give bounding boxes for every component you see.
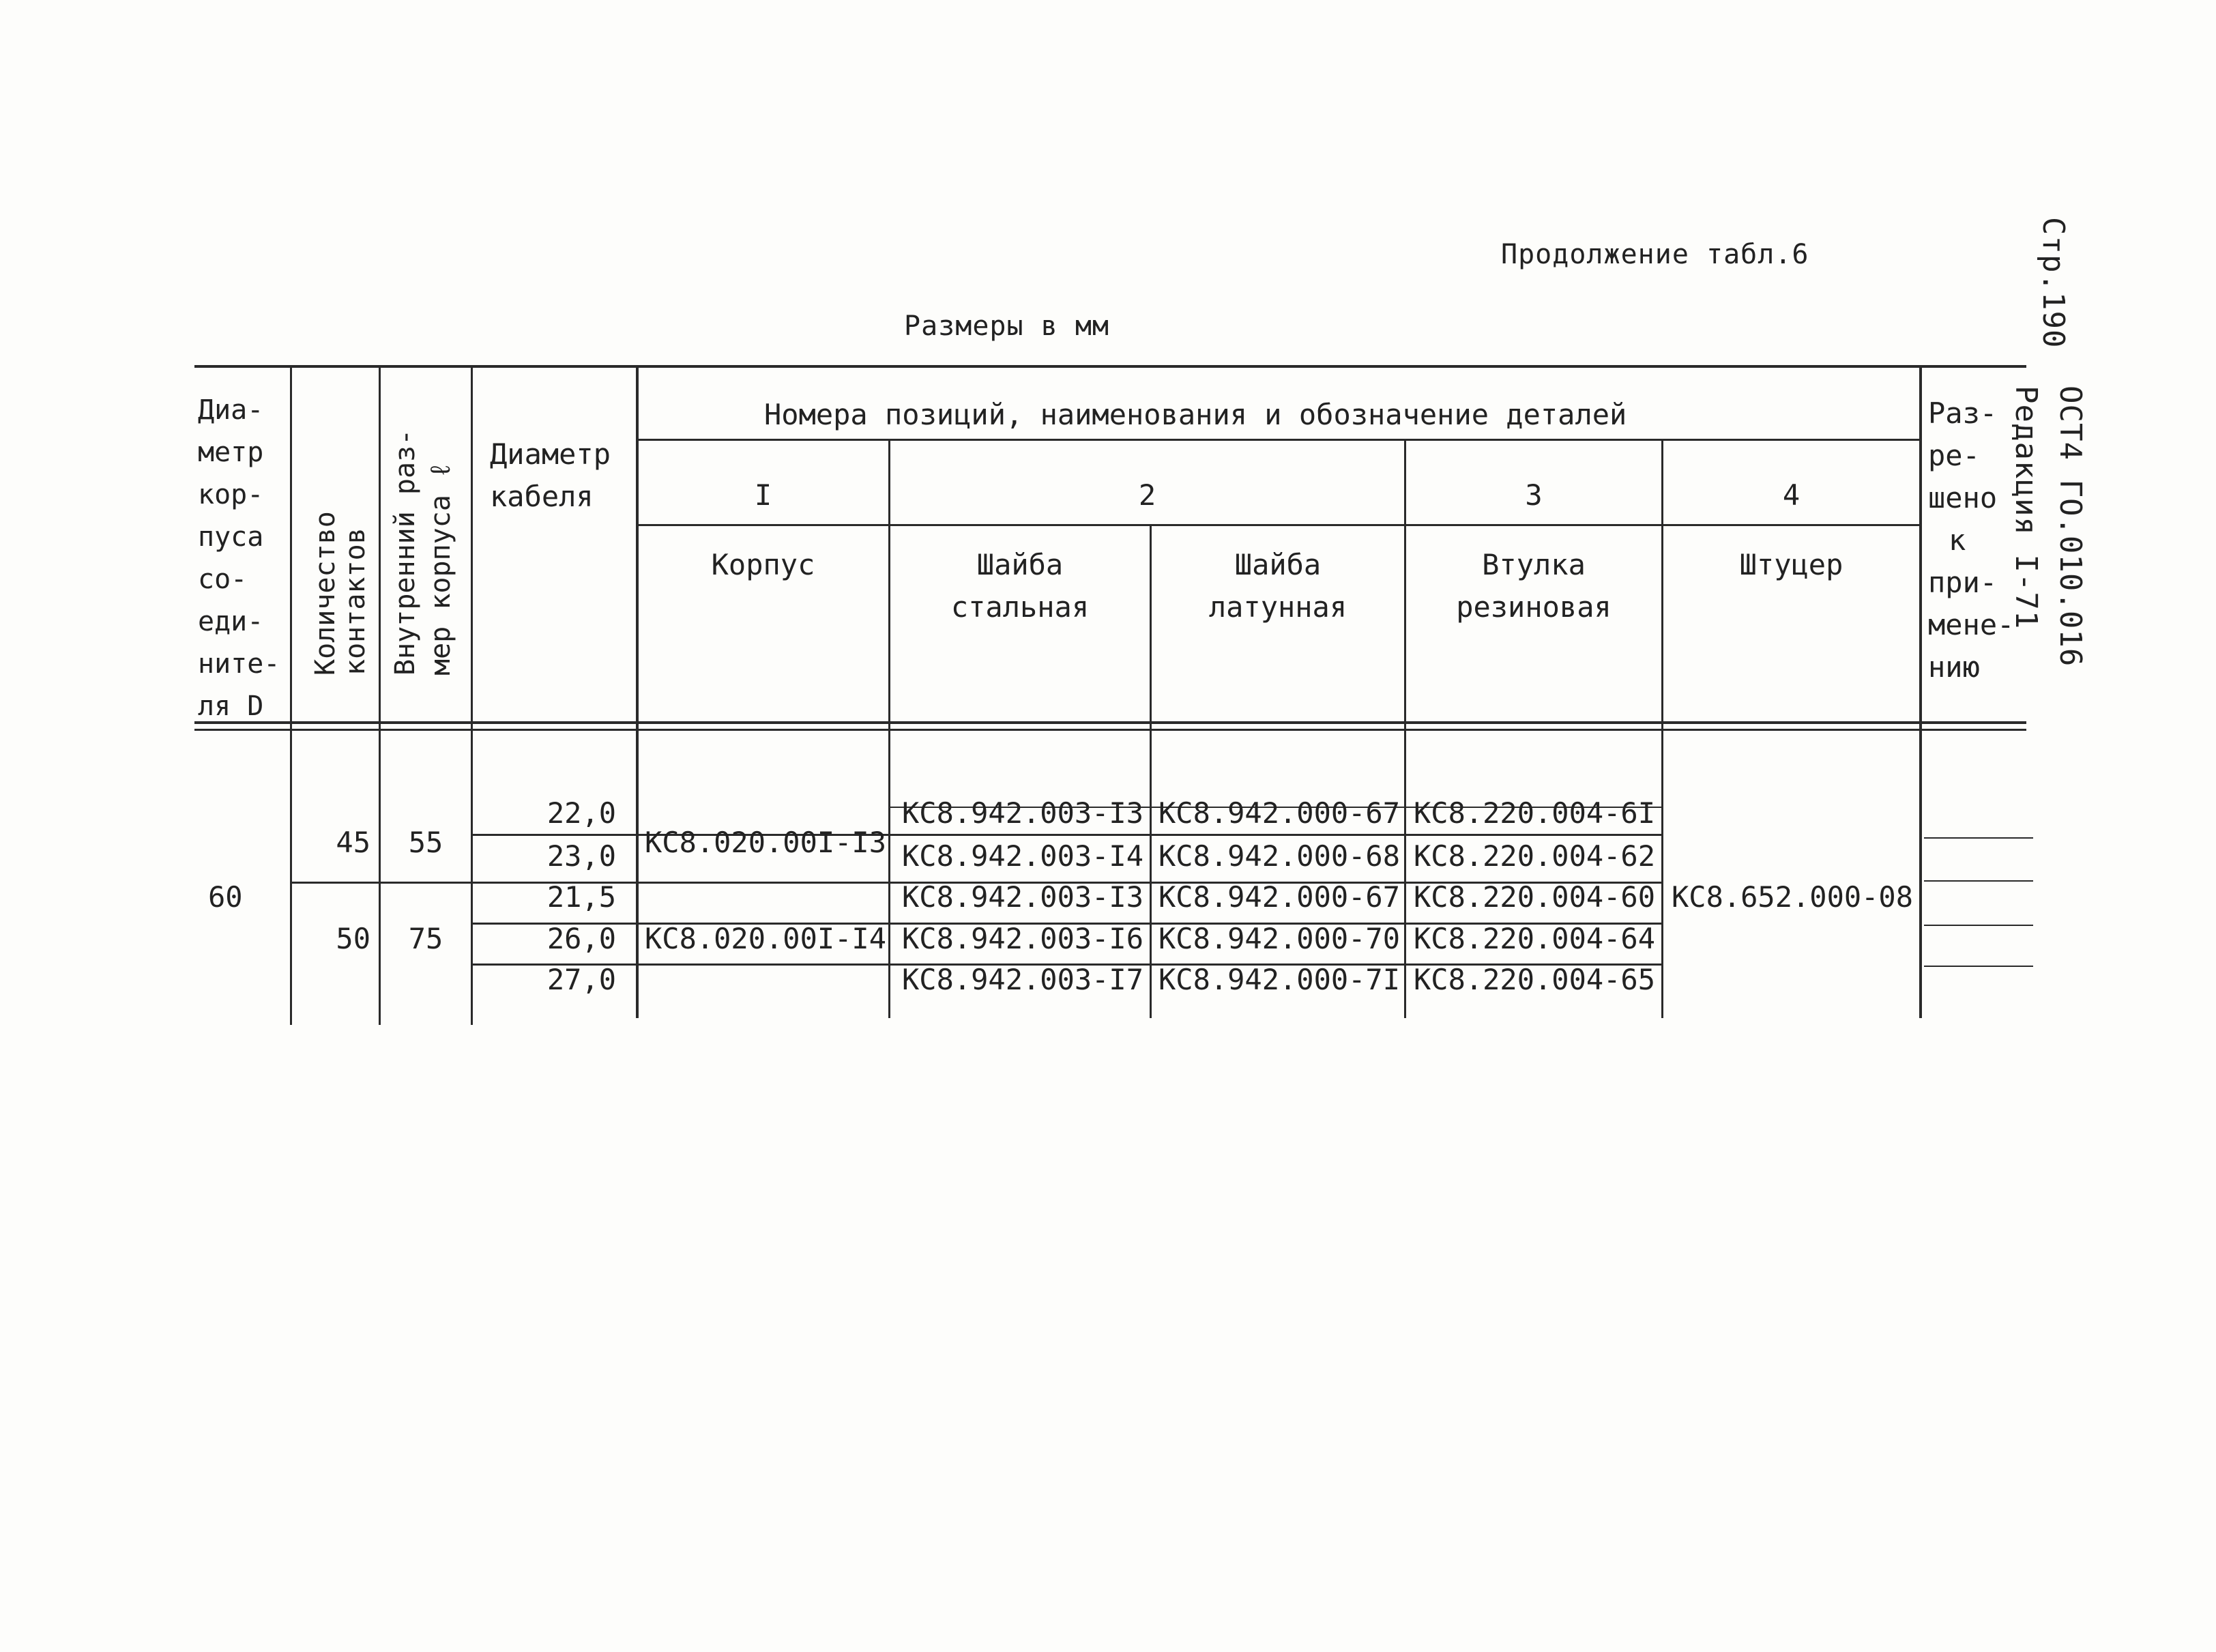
fitting-value: КС8.652.000-08: [1672, 880, 1914, 914]
units-caption: Размеры в мм: [904, 310, 1109, 342]
part-name-brass-washer: Шайба латунная: [1208, 548, 1347, 624]
rubber-sleeve-cell: КС8.220.004-62: [1414, 839, 1656, 873]
header-diameter-body: Диа- метр кор- пуса со- еди- ните- ля D: [198, 394, 280, 722]
continuation-title: Продолжение табл.6: [1501, 239, 1809, 270]
group-2-contacts: 50: [336, 922, 370, 955]
cable-diameter-cell: 21,5: [546, 880, 616, 914]
standard-code: ОСТ4 ГО.010.016: [2053, 386, 2088, 667]
part-name-body: Корпус: [711, 548, 815, 581]
group-2-body: КС8.020.00I-I4: [645, 922, 887, 955]
header-permitted: Раз- ре- шено к при- мене- нию: [1928, 396, 2015, 684]
rubber-sleeve-cell: КС8.220.004-6I: [1414, 796, 1656, 830]
part-name-rubber-sleeve: Втулка резиновая: [1456, 548, 1612, 624]
group-1-contacts: 45: [336, 826, 370, 859]
part-name-steel-washer: Шайба стальная: [950, 548, 1090, 624]
edition: Редакция I-71: [2009, 386, 2043, 630]
header-group-title: Номера позиций, наименования и обозначение деталей: [764, 398, 1627, 431]
position-number-4: 4: [1782, 478, 1800, 512]
cable-diameter-cell: 27,0: [546, 963, 616, 996]
group-2-inner-size: 75: [408, 922, 443, 955]
position-number-1: I: [754, 478, 772, 512]
steel-washer-cell: КС8.942.003-I3: [902, 880, 1144, 914]
steel-washer-cell: КС8.942.003-I4: [902, 839, 1144, 873]
brass-washer-cell: КС8.942.000-67: [1158, 796, 1401, 830]
cable-diameter-cell: 22,0: [546, 796, 616, 830]
group-1-inner-size: 55: [408, 826, 443, 859]
brass-washer-cell: КС8.942.000-68: [1158, 839, 1401, 873]
header-contacts-count: Количество контактов: [310, 511, 371, 676]
steel-washer-cell: КС8.942.003-I6: [902, 922, 1144, 955]
rubber-sleeve-cell: КС8.220.004-64: [1414, 922, 1656, 955]
brass-washer-cell: КС8.942.000-7I: [1158, 963, 1401, 996]
header-cable-diameter: Диаметр кабеля: [490, 437, 611, 513]
group-1-body: КС8.020.00I-I3: [645, 826, 887, 859]
page-number: Стр.190: [2036, 217, 2071, 349]
part-name-fitting: Штуцер: [1739, 548, 1843, 581]
rubber-sleeve-cell: КС8.220.004-65: [1414, 963, 1656, 996]
cable-diameter-cell: 26,0: [546, 922, 616, 955]
steel-washer-cell: КС8.942.003-I3: [902, 796, 1144, 830]
position-number-2: 2: [1138, 478, 1156, 512]
brass-washer-cell: КС8.942.000-67: [1158, 880, 1401, 914]
steel-washer-cell: КС8.942.003-I7: [902, 963, 1144, 996]
brass-washer-cell: КС8.942.000-70: [1158, 922, 1401, 955]
header-inner-size: Внутренний раз- мер корпуса ℓ: [390, 429, 456, 676]
rubber-sleeve-cell: КС8.220.004-60: [1414, 880, 1656, 914]
diameter-value: 60: [208, 880, 243, 914]
cable-diameter-cell: 23,0: [546, 839, 616, 873]
position-number-3: 3: [1525, 478, 1543, 512]
